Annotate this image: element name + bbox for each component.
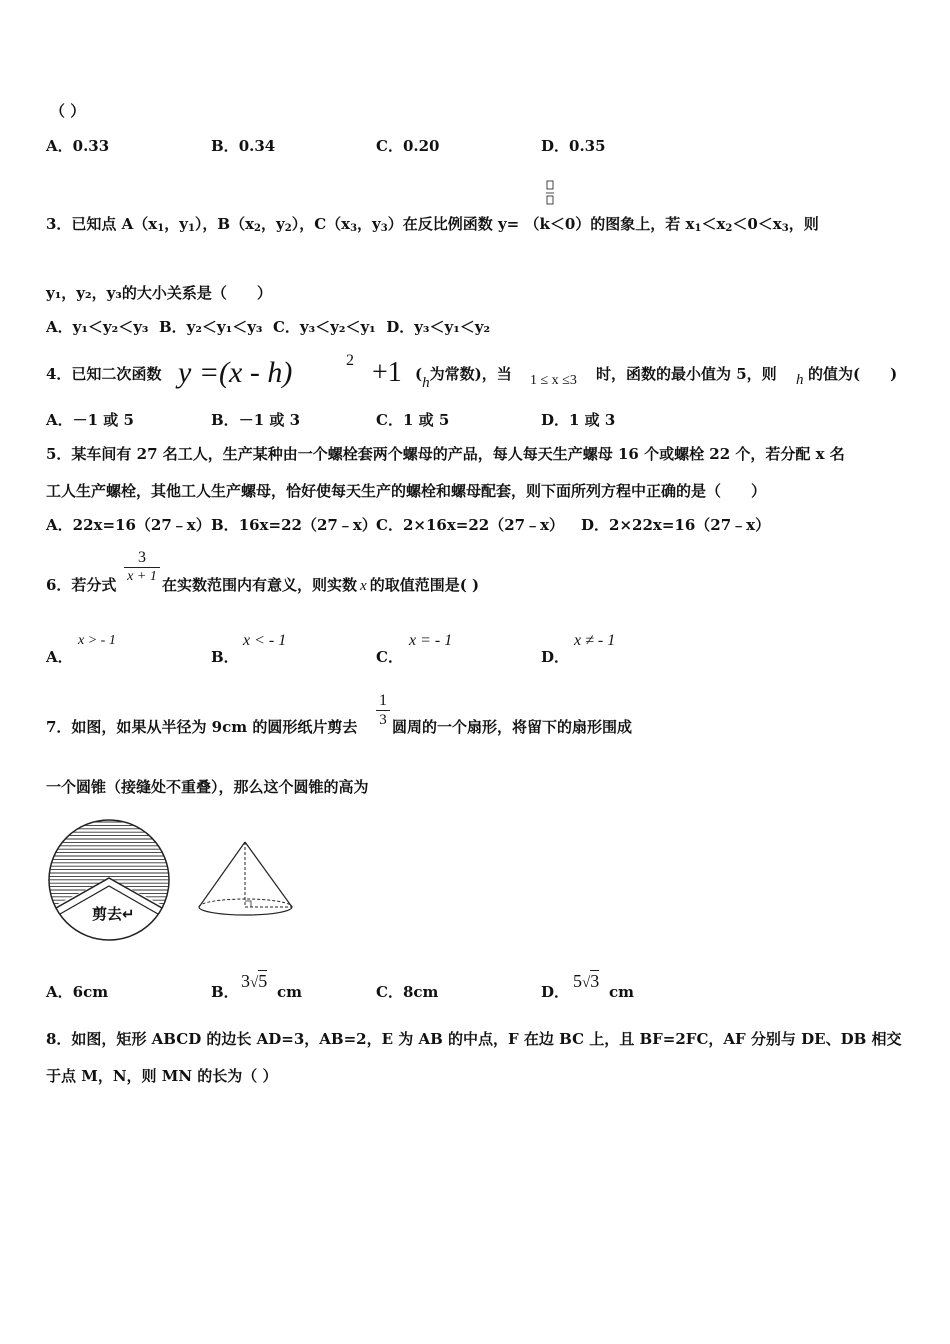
q6-option-a: x > - 1 [78,633,116,648]
q7-circle-figure [46,816,172,946]
q7-option-b-label: B． [211,983,239,1001]
q4-const-note: (h为常数)，当 [415,365,512,391]
q7-cone-figure [196,838,296,920]
q4-stem-start: 4．已知二次函数 [46,365,162,383]
q7-option-b-unit: cm [277,983,303,1001]
q6-option-c-label: C． [376,648,403,666]
q2-option-a: A．0.33 [46,137,110,155]
q7-option-d-label: D． [541,983,570,1001]
q3-option-b: B．y₂＜y₁＜y₃ [158,318,263,336]
q3-stem-line2: y₁，y₂，y₃的大小关系是（ ） [46,284,272,302]
q6-option-b: x < - 1 [243,632,287,649]
q6-fraction: 3 x + 1 [124,549,160,586]
q5-stem-line1: 5．某车间有 27 名工人，生产某种由一个螺栓套两个螺母的产品，每人每天生产螺母 16 个或螺栓 22 个，若分配 x 名 [46,445,845,463]
q4-exponent: 2 [346,352,354,369]
q2-answer-paren: （ ） [50,102,86,120]
q7-stem-line2: 一个圆锥（接缝处不重叠），那么这个圆锥的高为 [46,778,369,796]
q3-option-c: C．y₃＜y₂＜y₁ [272,318,376,336]
q4-stem-end: 的值为( ) [808,365,898,383]
q4-option-a: A．－1 或 5 [46,411,134,429]
q7-option-c: C．8cm [376,983,439,1001]
q2-option-c: C．0.20 [376,137,440,155]
q3-option-a: A．y₁＜y₂＜y₃ [46,318,149,336]
q6-option-d-label: D． [541,648,570,666]
q5-option-c: C．2×16x=22（27﹣x） [376,516,565,534]
q6-option-b-label: B． [211,648,239,666]
q5-stem-line2: 工人生产螺栓，其他工人生产螺母，恰好使每天生产的螺栓和螺母配套，则下面所列方程中正确的是（ ） [46,482,767,500]
q2-option-d: D．0.35 [541,137,606,155]
q7-option-d-unit: cm [609,983,635,1001]
q7-option-a: A．6cm [46,983,109,1001]
q5-option-a: A．22x=16（27﹣x） [46,516,211,534]
cut-label: 剪去↵ [92,905,135,923]
fraction-placeholder-icon [545,180,555,206]
q4-option-b: B．－1 或 3 [211,411,301,429]
q4-equation-plus: +1 [372,357,402,388]
q3-option-d: D．y₃＜y₁＜y₂ [386,318,491,336]
q8-stem-line2: 于点 M，N，则 MN 的长为（ ） [46,1067,278,1085]
q5-option-d: D．2×22x=16（27﹣x） [581,516,771,534]
q4-stem-mid: 时，函数的最小值为 5，则 [596,365,777,383]
q5-option-b: B．16x=22（27﹣x） [211,516,377,534]
q3-options [46,317,490,337]
q4-range: 1 ≤ x ≤3 [530,373,577,388]
q4-h-var: h [796,372,804,388]
q6-option-a-label: A． [46,648,73,666]
q2-option-b: B．0.34 [211,137,276,155]
q3-stem: 3．已知点 $A(x_1$，$y_1$），$B(x_2$，$y_2$），$C(x_3$，$y_3$）在反比例函数 y= （k＜0）的图象上，若 $x_1<x_2<0<x_3$，则 [46,215,819,234]
q6-option-c: x = - 1 [409,632,453,649]
q7-stem-end: 圆周的一个扇形，将留下的扇形围成 [392,718,633,736]
q7-fraction: 1 3 [376,692,390,729]
q7-option-b-radical: 3√5 [241,971,268,991]
q6-stem-mid: 在实数范围内有意义，则实数 x 的取值范围是( ) [162,576,480,594]
q4-equation: y =(x - h) [178,356,293,389]
q8-stem-line1: 8．如图，矩形 ABCD 的边长 AD=3，AB=2，E 为 AB 的中点，F 在边 BC 上，且 BF=2FC，AF 分别与 DE、DB 相交 [46,1030,902,1048]
q7-option-d-radical: 5√3 [573,971,600,991]
q6-option-d: x ≠ - 1 [574,632,616,649]
q7-stem-start: 7．如图，如果从半径为 9cm 的圆形纸片剪去 [46,718,358,736]
q4-option-c: C．1 或 5 [376,411,450,429]
q6-stem-start: 6．若分式 [46,576,117,594]
q4-option-d: D．1 或 3 [541,411,616,429]
